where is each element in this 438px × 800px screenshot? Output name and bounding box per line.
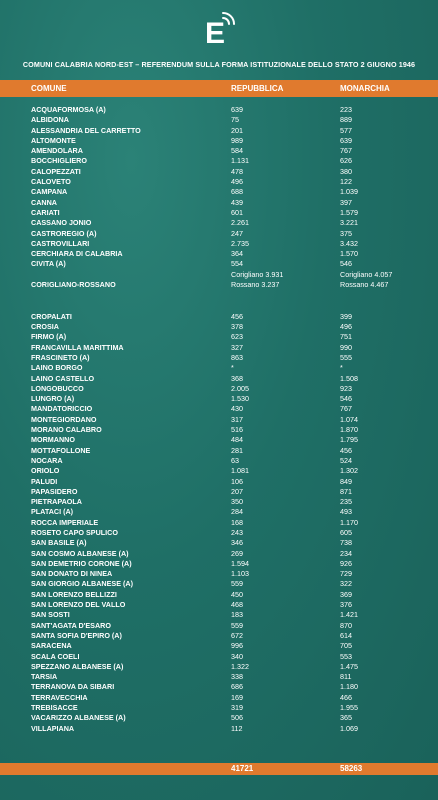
cell-repubblica: 639 <box>231 105 243 114</box>
table-row <box>0 415 438 425</box>
cell-monarchia: 926 <box>340 558 352 568</box>
table-row <box>0 456 438 466</box>
table-row <box>0 497 438 507</box>
cell-comune: CANNA <box>31 197 57 207</box>
table-row <box>0 703 438 713</box>
cell-comune: VACARIZZO ALBANESE (A) <box>31 713 126 723</box>
cell-comune: FRASCINETO (A) <box>31 352 90 362</box>
cell-monarchia: 1.039 <box>340 187 358 197</box>
cell-monarchia: 546 <box>340 394 352 404</box>
cell-repubblica: 364 <box>231 249 243 259</box>
cell-repubblica: 269 <box>231 548 243 558</box>
table-row <box>0 312 438 322</box>
cell-repubblica: 2.261 <box>231 218 249 228</box>
cell-monarchia: 1.795 <box>340 435 358 445</box>
logo-e-icon <box>199 10 239 50</box>
table-row <box>0 528 438 538</box>
cell-repubblica: 1.103 <box>231 569 249 579</box>
cell-comune: SANTA SOFIA D'EPIRO (A) <box>31 630 122 640</box>
cell-monarchia: 496 <box>340 322 352 332</box>
table-row <box>0 631 438 641</box>
table-row <box>0 590 438 600</box>
cell-repubblica: 106 <box>231 476 243 486</box>
cell-repubblica: 63 <box>231 455 239 465</box>
cell-comune: CERCHIARA DI CALABRIA <box>31 249 123 259</box>
cell-comune: MANDATORICCIO <box>31 404 93 414</box>
cell-monarchia: 1.475 <box>340 661 358 671</box>
table-row <box>0 384 438 394</box>
cell-monarchia: 3.432 <box>340 238 358 248</box>
table-row <box>0 713 438 723</box>
cell-comune: SAN GIORGIO ALBANESE (A) <box>31 579 133 589</box>
cell-repubblica: 688 <box>231 187 243 197</box>
cell-monarchia: 234 <box>340 548 352 558</box>
cell-repubblica: 340 <box>231 651 243 661</box>
cell-repubblica: 319 <box>231 703 243 713</box>
cell-repubblica: 346 <box>231 538 243 548</box>
cell-repubblica: 201 <box>231 125 243 135</box>
cell-monarchia: 553 <box>340 651 352 661</box>
table-row <box>0 146 438 156</box>
table-row <box>0 425 438 435</box>
table-row <box>0 538 438 548</box>
cell-monarchia: 1.870 <box>340 425 358 435</box>
header-comune: COMUNE <box>31 84 67 93</box>
brand-logo <box>0 10 438 50</box>
cell-comune: ORIOLO <box>31 466 60 476</box>
cell-comune: LAINO BORGO <box>31 363 83 373</box>
cell-repubblica: 207 <box>231 486 243 496</box>
cell-monarchia: 767 <box>340 146 352 156</box>
cell-comune: PAPASIDERO <box>31 486 78 496</box>
cell-repubblica: 317 <box>231 414 243 424</box>
cell-monarchia: 399 <box>340 311 352 321</box>
cell-comune: SAN DEMETRIO CORONE (A) <box>31 558 132 568</box>
cell-comune: ROCCA IMPERIALE <box>31 517 99 527</box>
cell-comune: FIRMO (A) <box>31 332 67 342</box>
cell-comune: ROSETO CAPO SPULICO <box>31 527 118 537</box>
cell-monarchia: 3.221 <box>340 218 358 228</box>
cell-comune: BOCCHIGLIERO <box>31 156 87 166</box>
table-row <box>0 693 438 703</box>
cell-monarchia: 767 <box>340 404 352 414</box>
cell-monarchia: 456 <box>340 445 352 455</box>
cell-comune: SAN COSMO ALBANESE (A) <box>31 548 129 558</box>
cell-monarchia: 524 <box>340 455 352 465</box>
table-row <box>0 363 438 373</box>
table-row <box>0 136 438 146</box>
cell-monarchia: 1.302 <box>340 466 358 476</box>
table-row <box>0 569 438 579</box>
cell-comune: PLATACI (A) <box>31 507 74 517</box>
cell-comune: SAN DONATO DI NINEA <box>31 569 113 579</box>
table-header <box>0 80 438 97</box>
cell-monarchia: 322 <box>340 579 352 589</box>
totals-row <box>0 763 438 775</box>
table-row <box>0 218 438 228</box>
cell-repubblica: 183 <box>231 610 243 620</box>
cell-repubblica: 247 <box>231 228 243 238</box>
cell-monarchia: 122 <box>340 177 352 187</box>
cell-comune: CARIATI <box>31 207 60 217</box>
table-row <box>0 518 438 528</box>
cell-comune: TERRANOVA DA SIBARI <box>31 682 115 692</box>
cell-repubblica: 112 <box>231 723 243 733</box>
table-row <box>0 156 438 166</box>
cell-comune: PALUDI <box>31 476 58 486</box>
cell-monarchia: 493 <box>340 507 352 517</box>
cell-monarchia: 1.955 <box>340 703 358 713</box>
cell-repubblica: 989 <box>231 135 243 145</box>
table-row <box>0 682 438 692</box>
cell-monarchia: 811 <box>340 672 352 682</box>
table-row <box>0 177 438 187</box>
cell-comune: MONTEGIORDANO <box>31 414 97 424</box>
table-row <box>0 579 438 589</box>
cell-repubblica: 996 <box>231 641 243 651</box>
cell-repubblica: 554 <box>231 259 243 269</box>
table-row <box>0 435 438 445</box>
cell-comune: TREBISACCE <box>31 703 78 713</box>
table-row <box>0 270 438 301</box>
table-row <box>0 662 438 672</box>
table-row <box>0 208 438 218</box>
cell-repubblica: 168 <box>231 517 243 527</box>
cell-monarchia: 466 <box>340 692 352 702</box>
cell-comune: LUNGRO (A) <box>31 394 75 404</box>
cell-repubblica: Corigliano 3.931 Rossano 3.237 <box>231 269 284 290</box>
cell-monarchia: 380 <box>340 166 352 176</box>
cell-comune: ALTOMONTE <box>31 135 76 145</box>
cell-repubblica: 350 <box>231 497 243 507</box>
cell-repubblica: 368 <box>231 373 243 383</box>
total-monarchia: 58263 <box>340 764 363 773</box>
table-row <box>0 672 438 682</box>
header-repubblica: REPUBBLICA <box>231 84 284 93</box>
cell-monarchia: 1.069 <box>340 723 358 733</box>
cell-comune: CASSANO JONIO <box>31 218 92 228</box>
cell-monarchia: 849 <box>340 476 352 486</box>
table-row <box>0 249 438 259</box>
cell-repubblica: 686 <box>231 682 243 692</box>
cell-repubblica: 506 <box>231 713 243 723</box>
cell-repubblica: 338 <box>231 672 243 682</box>
cell-comune: MORMANNO <box>31 435 75 445</box>
cell-comune: CASTROVILLARI <box>31 238 90 248</box>
results-table <box>0 105 438 734</box>
cell-comune: LONGOBUCCO <box>31 383 84 393</box>
cell-repubblica: 2.735 <box>231 238 249 248</box>
cell-monarchia: 1.170 <box>340 517 358 527</box>
cell-monarchia: 738 <box>340 538 352 548</box>
table-row <box>0 115 438 125</box>
cell-comune: SAN LORENZO DEL VALLO <box>31 600 126 610</box>
cell-comune: CALOPEZZATI <box>31 166 81 176</box>
cell-repubblica: 1.530 <box>231 394 249 404</box>
cell-repubblica: 863 <box>231 352 243 362</box>
logo-letter: E <box>205 17 226 50</box>
cell-monarchia: 235 <box>340 497 352 507</box>
cell-repubblica: 439 <box>231 197 243 207</box>
cell-monarchia: 365 <box>340 713 352 723</box>
cell-repubblica: 672 <box>231 630 243 640</box>
cell-comune: SANT'AGATA D'ESARO <box>31 620 111 630</box>
cell-repubblica: 450 <box>231 589 243 599</box>
cell-comune: NOCARA <box>31 455 63 465</box>
cell-repubblica: 1.081 <box>231 466 249 476</box>
cell-monarchia: 614 <box>340 630 352 640</box>
table-row <box>0 353 438 363</box>
cell-repubblica: * <box>231 363 234 373</box>
table-row <box>0 374 438 384</box>
cell-comune: CAMPANA <box>31 187 68 197</box>
table-row <box>0 187 438 197</box>
table-row <box>0 394 438 404</box>
cell-comune: CASTROREGIO (A) <box>31 228 97 238</box>
cell-monarchia: 555 <box>340 352 352 362</box>
cell-monarchia: 577 <box>340 125 352 135</box>
cell-comune: SAN SOSTI <box>31 610 70 620</box>
cell-comune: TERRAVECCHIA <box>31 692 88 702</box>
table-row <box>0 487 438 497</box>
cell-repubblica: 468 <box>231 600 243 610</box>
cell-comune: FRANCAVILLA MARITTIMA <box>31 342 124 352</box>
cell-repubblica: 1.131 <box>231 156 249 166</box>
cell-comune: SAN BASILE (A) <box>31 538 87 548</box>
cell-repubblica: 496 <box>231 177 243 187</box>
cell-monarchia: 871 <box>340 486 352 496</box>
cell-monarchia: 751 <box>340 332 352 342</box>
table-spacer <box>0 301 438 312</box>
cell-comune: ALBIDONA <box>31 115 69 125</box>
cell-repubblica: 281 <box>231 445 243 455</box>
cell-comune: VILLAPIANA <box>31 723 75 733</box>
cell-monarchia: 376 <box>340 600 352 610</box>
table-row <box>0 229 438 239</box>
table-row <box>0 600 438 610</box>
cell-monarchia: 375 <box>340 228 352 238</box>
cell-monarchia: 1.579 <box>340 207 358 217</box>
cell-repubblica: 601 <box>231 207 243 217</box>
cell-comune: CORIGLIANO-ROSSANO <box>31 280 116 290</box>
cell-repubblica: 559 <box>231 620 243 630</box>
cell-repubblica: 1.594 <box>231 558 249 568</box>
cell-comune: SPEZZANO ALBANESE (A) <box>31 661 124 671</box>
cell-monarchia: 1.508 <box>340 373 358 383</box>
cell-repubblica: 484 <box>231 435 243 445</box>
cell-monarchia: * <box>340 363 343 373</box>
cell-repubblica: 378 <box>231 322 243 332</box>
cell-comune: MOTTAFOLLONE <box>31 445 91 455</box>
cell-comune: CIVITA (A) <box>31 259 66 269</box>
cell-monarchia: 1.570 <box>340 249 358 259</box>
cell-monarchia: 729 <box>340 569 352 579</box>
table-row <box>0 322 438 332</box>
cell-repubblica: 478 <box>231 166 243 176</box>
cell-monarchia: Corigliano 4.057 Rossano 4.467 <box>340 269 393 290</box>
cell-monarchia: 639 <box>340 135 352 145</box>
table-row <box>0 105 438 115</box>
cell-repubblica: 75 <box>231 115 239 125</box>
cell-monarchia: 546 <box>340 259 352 269</box>
cell-comune: CALOVETO <box>31 177 71 187</box>
cell-repubblica: 623 <box>231 332 243 342</box>
cell-comune: AMENDOLARA <box>31 146 83 156</box>
page-title: COMUNI CALABRIA NORD-EST – REFERENDUM SULLA FORMA ISTITUZIONALE DELLO STATO 2 GIUGNO 1946 <box>22 60 416 69</box>
cell-repubblica: 169 <box>231 692 243 702</box>
cell-monarchia: 1.421 <box>340 610 358 620</box>
table-row <box>0 477 438 487</box>
cell-repubblica: 430 <box>231 404 243 414</box>
table-row <box>0 404 438 414</box>
cell-monarchia: 397 <box>340 197 352 207</box>
cell-repubblica: 327 <box>231 342 243 352</box>
cell-repubblica: 243 <box>231 527 243 537</box>
table-row <box>0 198 438 208</box>
cell-comune: ALESSANDRIA DEL CARRETTO <box>31 125 141 135</box>
cell-monarchia: 705 <box>340 641 352 651</box>
cell-monarchia: 889 <box>340 115 352 125</box>
table-row <box>0 446 438 456</box>
table-row <box>0 559 438 569</box>
cell-monarchia: 369 <box>340 589 352 599</box>
table-row <box>0 610 438 620</box>
cell-monarchia: 223 <box>340 105 352 114</box>
cell-repubblica: 284 <box>231 507 243 517</box>
table-row <box>0 466 438 476</box>
cell-comune: LAINO CASTELLO <box>31 373 95 383</box>
cell-repubblica: 516 <box>231 425 243 435</box>
cell-monarchia: 1.074 <box>340 414 358 424</box>
cell-comune: CROSIA <box>31 322 59 332</box>
cell-comune: SCALA COELI <box>31 651 80 661</box>
cell-monarchia: 626 <box>340 156 352 166</box>
table-row <box>0 724 438 734</box>
cell-comune: TARSIA <box>31 672 58 682</box>
cell-repubblica: 456 <box>231 311 243 321</box>
table-row <box>0 332 438 342</box>
table-row <box>0 641 438 651</box>
cell-comune: CROPALATI <box>31 311 72 321</box>
table-row <box>0 126 438 136</box>
cell-monarchia: 923 <box>340 383 352 393</box>
cell-comune: MORANO CALABRO <box>31 425 102 435</box>
cell-comune: SAN LORENZO BELLIZZI <box>31 589 117 599</box>
cell-repubblica: 2.005 <box>231 383 249 393</box>
cell-monarchia: 1.180 <box>340 682 358 692</box>
table-row <box>0 621 438 631</box>
cell-comune: SARACENA <box>31 641 72 651</box>
table-row <box>0 343 438 353</box>
table-row <box>0 239 438 249</box>
cell-monarchia: 605 <box>340 527 352 537</box>
cell-repubblica: 559 <box>231 579 243 589</box>
table-row <box>0 549 438 559</box>
table-row <box>0 259 438 269</box>
cell-repubblica: 1.322 <box>231 661 249 671</box>
total-repubblica: 41721 <box>231 764 254 773</box>
cell-repubblica: 584 <box>231 146 243 156</box>
cell-monarchia: 990 <box>340 342 352 352</box>
header-monarchia: MONARCHIA <box>340 84 390 93</box>
table-row <box>0 652 438 662</box>
cell-comune: PIETRAPAOLA <box>31 497 82 507</box>
cell-comune: ACQUAFORMOSA (A) <box>31 105 106 114</box>
table-row <box>0 507 438 517</box>
cell-monarchia: 870 <box>340 620 352 630</box>
table-row <box>0 167 438 177</box>
